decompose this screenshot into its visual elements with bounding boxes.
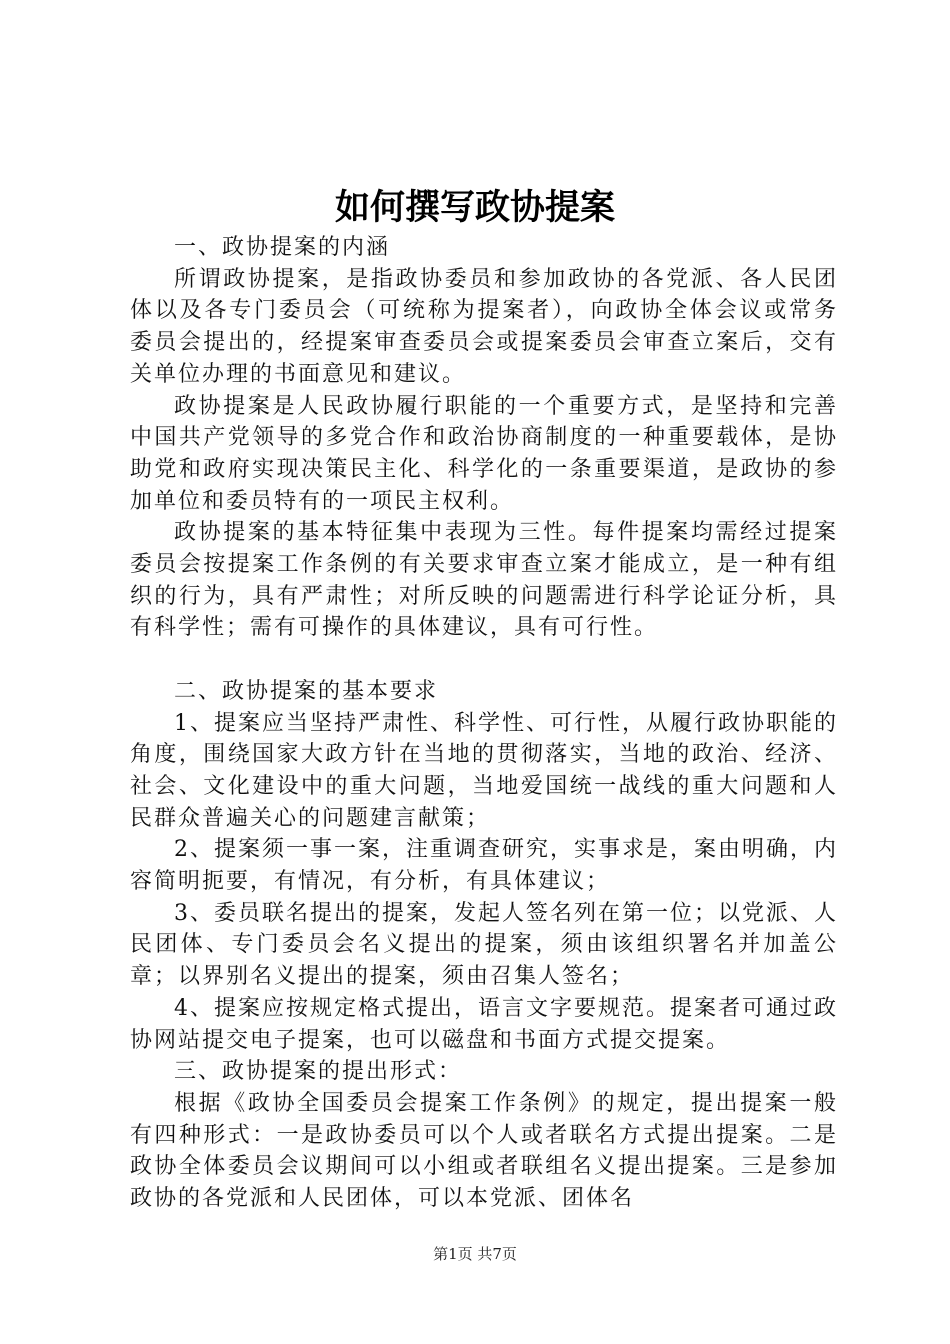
list-item: 2、提案须一事一案，注重调查研究，实事求是，案由明确，内容简明扼要，有情况，有分析，有具体建议； <box>130 837 838 895</box>
section-heading-2: 二、政协提案的基本要求 <box>174 678 439 704</box>
document-title: 如何撰写政协提案 <box>334 187 615 228</box>
list-item: 1、提案应当坚持严肃性、科学性、可行性，从履行政协职能的角度，围绕国家大政方针在当地的贯彻落实，当地的政治、经济、社会、文化建设中的重大问题，当地爱国统一战线的重大问题和人民群众普遍关心的问题建言献策； <box>130 710 838 831</box>
body-paragraph: 所谓政协提案，是指政协委员和参加政协的各党派、各人民团体以及各专门委员会（可统称为提案者），向政协全体会议或常务委员会提出的，经提案审查委员会或提案委员会审查立案后，交有关单位办理的书面意见和建议。 <box>130 266 838 387</box>
list-item: 3、委员联名提出的提案，发起人签名列在第一位；以党派、人民团体、专门委员会名义提出的提案，须由该组织署名并加盖公章；以界别名义提出的提案，须由召集人签名； <box>130 900 838 990</box>
body-paragraph: 政协提案是人民政协履行职能的一个重要方式，是坚持和完善中国共产党领导的多党合作和政治协商制度的一种重要载体，是协助党和政府实现决策民主化、科学化的一条重要渠道，是政协的参加单位和委员特有的一项民主权利。 <box>130 393 838 514</box>
page-footer: 第1页 共7页 <box>433 1245 517 1263</box>
section-heading-3: 三、政协提案的提出形式： <box>174 1059 463 1085</box>
paragraph-spacer <box>130 644 838 676</box>
body-paragraph: 根据《政协全国委员会提案工作条例》的规定，提出提案一般有四种形式：一是政协委员可以个人或者联名方式提出提案。二是政协全体委员会议期间可以小组或者联组名义提出提案。三是参加政协的各党派和人民团体，可以本党派、团体名 <box>130 1090 838 1212</box>
section-heading-1: 一、政协提案的内涵 <box>174 235 391 260</box>
document-body <box>130 232 838 1215</box>
body-paragraph: 政协提案的基本特征集中表现为三性。每件提案均需经过提案委员会按提案工作条例的有关要求审查立案才能成立，是一种有组织的行为，具有严肃性；对所反映的问题需进行科学论证分析，具有科学性；需有可操作的具体建议，具有可行性。 <box>130 520 838 641</box>
list-item: 4、提案应按规定格式提出，语言文字要规范。提案者可通过政协网站提交电子提案，也可以磁盘和书面方式提交提案。 <box>130 995 838 1053</box>
